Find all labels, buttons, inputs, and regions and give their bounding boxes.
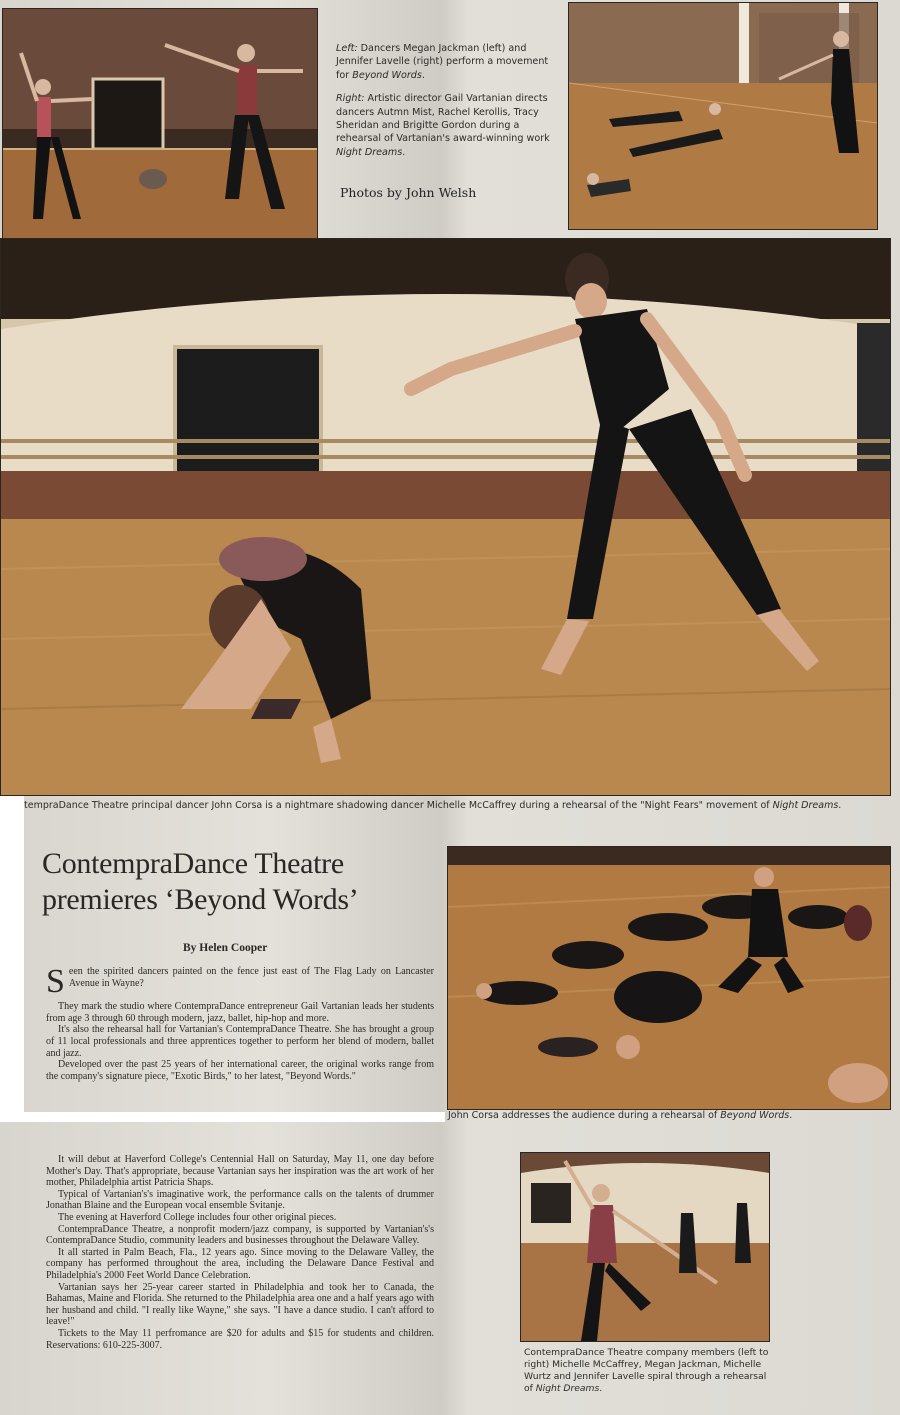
article-paragraph: It all started in Palm Beach, Fla., 12 years ago. Since moving to the Delaware Valley, the company has performed throughout the area, including the Delaware Dance Festival and Philadelphia's 2000 Feet World Dance Celebration.	[46, 1246, 434, 1281]
photo-credit: Photos by John Welsh	[340, 185, 477, 200]
caption-top	[336, 42, 554, 169]
photo-company-spiral	[520, 1152, 770, 1342]
page-cut-edge	[0, 1112, 445, 1122]
article-paragraph: ContempraDance Theatre, a nonprofit modern/jazz company, is supported by Vartanian's's ContempraDance Studio, community leaders and businesses throughout the Delaware Valley.	[46, 1223, 434, 1247]
article-paragraph: Tickets to the May 11 perfromance are $20 for adults and $15 for students and children. Reservations: 610-225-3007.	[46, 1327, 434, 1351]
article-paragraph: Typical of Vartanian's's imaginative work, the performance calls on the talents of drummer Jonathan Blaine and the European vocal ensemble Svitanje.	[46, 1188, 434, 1212]
caption-top-left: Left: Dancers Megan Jackman (left) and Jennifer Lavelle (right) perform a movement for Beyond Words.	[336, 43, 549, 81]
caption-big-photo: tempraDance Theatre principal dancer John Corsa is a nightmare shadowing dancer Michelle McCaffrey during a rehearsal of the "Night Fears" movement of Night Dreams.	[24, 800, 842, 811]
photo-corsa-mccaffrey	[0, 238, 891, 796]
article-body-bottom	[46, 1154, 434, 1351]
article-headline: ContempraDance Theatre premieres ‘Beyond Words’	[42, 847, 359, 916]
drop-cap: S	[46, 963, 65, 1000]
article-byline: By Helen Cooper	[183, 942, 268, 954]
photo-dancers-jackman-lavelle	[2, 8, 318, 248]
photo-vartanian-directs	[568, 2, 878, 230]
article-paragraph: It's also the rehearsal hall for Vartanian's ContempraDance Theatre. She has brought a group of 11 local professionals and three apprentices together to perform her blend of modern, ballet and jazz.	[46, 1024, 434, 1059]
article-paragraph: Developed over the past 25 years of her international career, the original works range from the company's signature piece, "Exotic Birds," to her latest, "Beyond Words."	[46, 1059, 434, 1082]
photo-corsa-addresses-audience	[447, 846, 891, 1110]
article-paragraph: They mark the studio where ContempraDance entrepreneur Gail Vartanian leads her students from age 3 through 60 through modern, jazz, ballet, hip-hop and more.	[46, 1001, 434, 1024]
article-lead: Seen the spirited dancers painted on the fence just east of The Flag Lady on Lancaster Avenue in Wayne?	[46, 963, 434, 1000]
article-paragraph: Vartanian says her 25-year career started in Philadelphia and took her to Canada, the Bahamas, Maine and Florida. She returned to the Philadelphia area one and a half years ago with her husband and child. "I really like Wayne," she says. "I have a dance studio. I can't afford to leave!"	[46, 1281, 434, 1328]
caption-top-right: Right: Artistic director Gail Vartanian directs dancers Autmn Mist, Rachel Kerollis, Tracy Sheridan and Brigitte Gordon during a rehearsal of Vartanian's award-winning work Night Dreams.	[336, 93, 550, 158]
article-body-top	[46, 963, 434, 1082]
caption-mid-photo: John Corsa addresses the audience during a rehearsal of Beyond Words.	[448, 1110, 793, 1121]
article-paragraph: It will debut at Haverford College's Centennial Hall on Saturday, May 11, one day before Mother's Day. That's appropriate, because Vartanian says her inspiration was the art work of her mother, Philadelphia artist Patricia Shaps.	[46, 1154, 434, 1189]
article-paragraph: The evening at Haverford College includes four other original pieces.	[58, 1211, 337, 1223]
caption-bottom-photo: ContempraDance Theatre company members (left to right) Michelle McCaffrey, Megan Jackman, Michelle Wurtz and Jennifer Lavelle spiral through a rehearsal of Night Dreams.	[524, 1347, 769, 1394]
